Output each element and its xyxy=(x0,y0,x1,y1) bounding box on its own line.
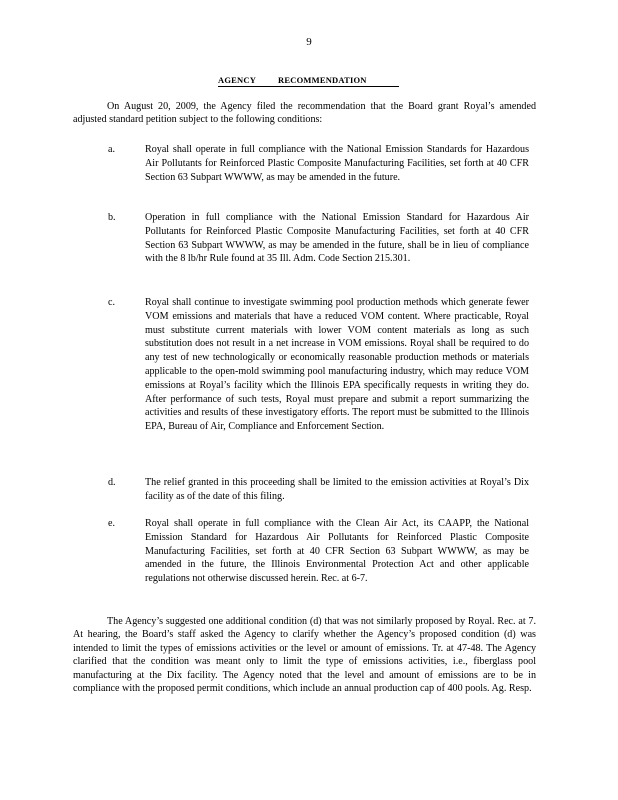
condition-b-text: Operation in full compliance with the National Emission Standard for Hazardous Air Pollutants for Reinforced Plastic Composite Manufacturing Facilities, set forth at 40 CFR Section 63 Subpart WWWW, as may be amended in the future, shall be in lieu of compliance with the 8 lb/hr Rule found at 35 Ill. Adm. Code Section 215.301. xyxy=(145,212,529,265)
heading-part-agency: AGENCY xyxy=(218,75,257,85)
page-number: 9 xyxy=(306,36,312,48)
condition-a-letter: a. xyxy=(108,144,116,155)
intro-paragraph-text: On August 20, 2009, the Agency filed the recommendation that the Board grant Royal’s amended adjusted standard petition subject to the following conditions: xyxy=(73,101,536,126)
final-paragraph xyxy=(73,615,536,695)
condition-c-text: Royal shall continue to investigate swimming pool production methods which generate fewer VOM emissions and materials that have a reduced VOM content. Where practicable, Royal must substitute current materials with lower VOM content materials as long as such substitution does not result in a net increase in VOM emissions. Royal shall be required to do any test of new technologically or economically reasonable production methods or materials applicable to the open-mold swimming pool manufacturing industry, which may reduce VOM emissions at Royal’s facility which the Illinois EPA specifically requests in writing they do. After performance of such tests, Royal must prepare and submit a report summarizing the activities and results of these investigatory efforts. The report must be submitted to the Illinois EPA, Bureau of Air, Compliance and Enforcement Section. xyxy=(145,297,529,433)
heading-part-recommendation: RECOMMENDATION xyxy=(278,75,367,85)
condition-d-letter: d. xyxy=(108,477,116,488)
condition-e-letter: e. xyxy=(108,518,116,529)
condition-b-letter: b. xyxy=(108,212,116,223)
condition-a-text: Royal shall operate in full compliance with the National Emission Standards for Hazardous Air Pollutants for Reinforced Plastic Composite Manufacturing Facilities, set forth at 40 CFR Section 63 Subpart WWWW, as may be amended in the future. xyxy=(145,144,529,183)
condition-d-text: The relief granted in this proceeding shall be limited to the emission activities at Royal’s Dix facility as of the date of this filing. xyxy=(145,477,529,502)
condition-e-text: Royal shall operate in full compliance with the Clean Air Act, its CAAPP, the National Emission Standard for Hazardous Air Pollutants for Reinforced Plastic Composite Manufacturing Facilities, set forth at 40 CFR Section 63 Subpart WWWW, as may be amended in the future, the Illinois Environmental Protection Act and other applicable regulations not otherwise discussed herein. Rec. at 6-7. xyxy=(145,518,529,585)
section-heading xyxy=(218,75,399,87)
condition-c-letter: c. xyxy=(108,297,116,308)
intro-paragraph xyxy=(73,100,536,127)
final-paragraph-text: The Agency’s suggested one additional condition (d) that was not similarly proposed by Royal. Rec. at 7. At hearing, the Board’s staff asked the Agency to clarify whether the Agency’s proposed condition (d) was intended to limit the types of emissions activities or the level or amount of emissions. Tr. at 47-48. The Agency clarified that the condition was meant only to limit the type of emissions activities, i.e., fiberglass pool manufacturing at the Dix facility. The Agency noted that the level and amount of emissions are to be in compliance with the proposed permit conditions, which include an annual production cap of 400 pools. Ag. Resp. xyxy=(73,616,536,695)
